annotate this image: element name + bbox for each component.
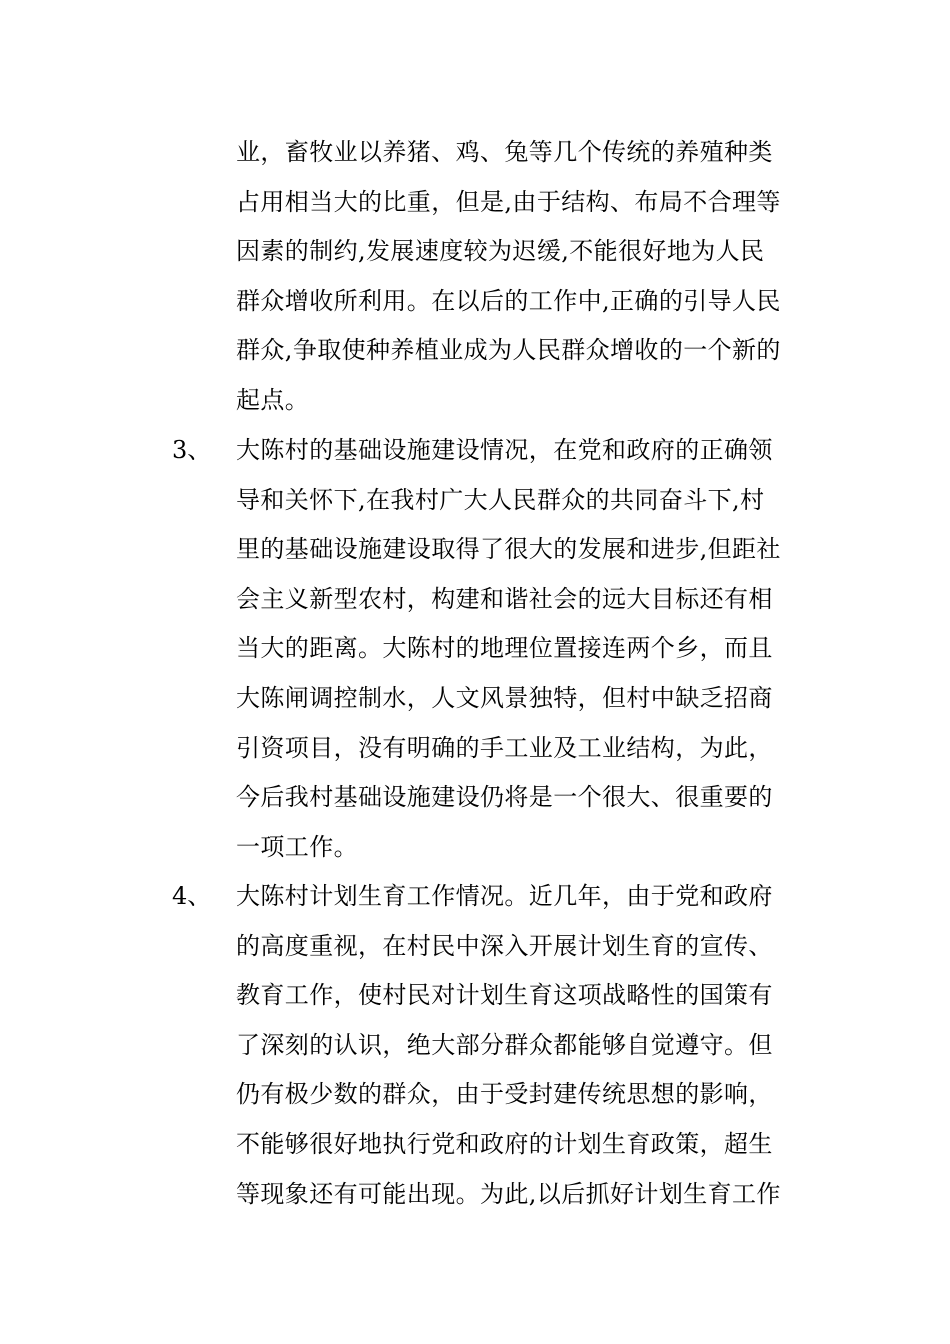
text-line: 当大的距离。大陈村的地理位置接连两个乡，而且 (236, 634, 773, 663)
text-line: 起点。 (236, 385, 310, 414)
paragraph-family-planning (236, 872, 816, 1219)
text-line: 群众增收所利用。在以后的工作中,正确的引导人民 (236, 286, 781, 315)
text-line: 大陈村计划生育工作情况。近几年，由于党和政府 (236, 882, 773, 910)
paragraph-livestock (236, 128, 816, 426)
text-line: 群众,争取使种养植业成为人民群众增收的一个新的 (236, 336, 781, 365)
list-number-3: 3、 (172, 436, 212, 464)
text-line: 大陈村的基础设施建设情况，在党和政府的正确领 (236, 436, 773, 464)
text-line: 的高度重视，在村民中深入开展计划生育的宣传、 (236, 931, 773, 960)
text-line: 会主义新型农村，构建和谐社会的远大目标还有相 (236, 584, 773, 613)
text-line: 了深刻的认识，绝大部分群众都能够自觉遵守。但 (236, 1030, 773, 1059)
text-line: 等现象还有可能出现。为此,以后抓好计划生育工作 (236, 1179, 781, 1208)
text-line: 教育工作，使村民对计划生育这项战略性的国策有 (236, 981, 773, 1010)
text-line: 一项工作。 (236, 832, 358, 861)
text-line: 不能够很好地执行党和政府的计划生育政策，超生 (236, 1129, 773, 1158)
list-number-4: 4、 (172, 882, 212, 910)
text-line: 引资项目，没有明确的手工业及工业结构，为此， (236, 733, 773, 762)
text-line: 仍有极少数的群众，由于受封建传统思想的影响， (236, 1080, 773, 1109)
paragraph-infrastructure (236, 426, 816, 872)
text-line: 业，畜牧业以养猪、鸡、兔等几个传统的养殖种类 (236, 138, 773, 166)
text-line: 今后我村基础设施建设仍将是一个很大、很重要的 (236, 783, 773, 812)
text-line: 因素的制约,发展速度较为迟缓,不能很好地为人民 (236, 237, 765, 266)
text-line: 导和关怀下,在我村广大人民群众的共同奋斗下,村 (236, 485, 765, 514)
text-line: 占用相当大的比重，但是,由于结构、布局不合理等 (236, 187, 781, 216)
text-line: 大陈闸调控制水，人文风景独特，但村中缺乏招商 (236, 683, 773, 712)
text-line: 里的基础设施建设取得了很大的发展和进步,但距社 (236, 535, 781, 564)
